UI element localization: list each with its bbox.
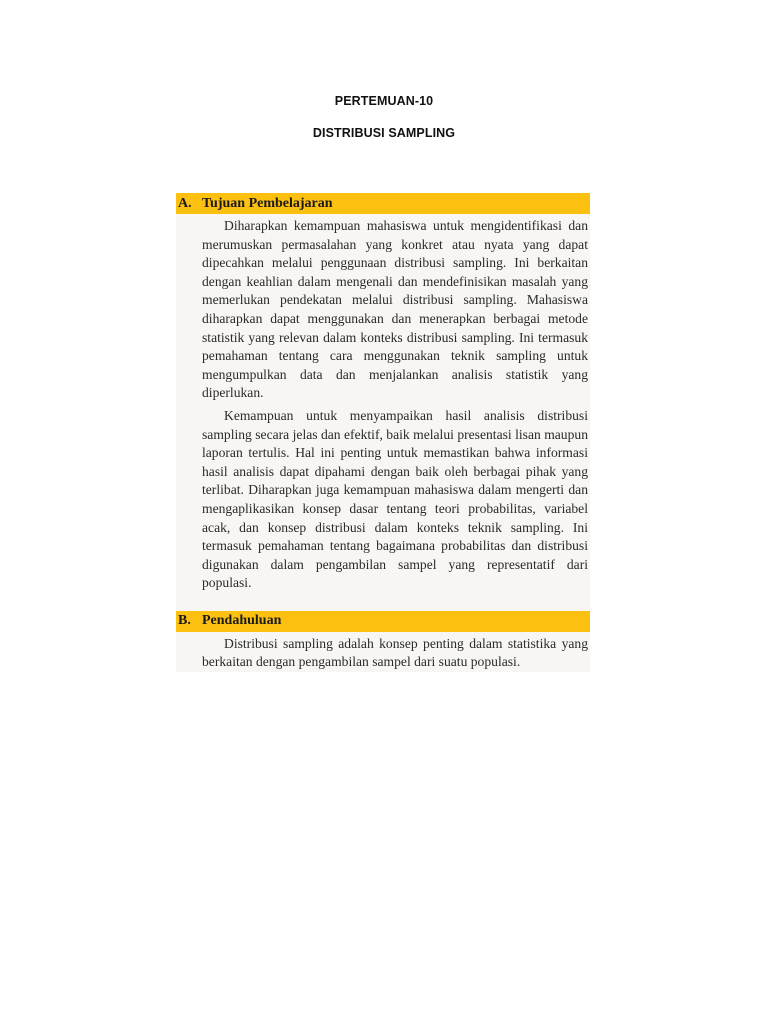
section-letter: A.	[178, 195, 192, 211]
section-body	[176, 632, 590, 672]
document-excerpt	[176, 193, 590, 672]
section-title: Pendahuluan	[202, 613, 282, 629]
section-heading	[176, 611, 590, 632]
section-pendahuluan	[176, 611, 590, 672]
section-tujuan-pembelajaran	[176, 193, 590, 599]
section-body	[176, 214, 590, 599]
section-letter: B.	[178, 613, 191, 629]
paragraph: Kemampuan untuk menyampaikan hasil analisis distribusi sampling secara jelas dan efektif, baik melalui presentasi lisan maupun laporan tertulis. Hal ini penting untuk memastikan bahwa informasi hasil analisis dapat dipahami dengan baik oleh berbagai pihak yang terlibat. Diharapkan juga kemampuan mahasiswa dalam mengerti dan mengaplikasikan konsep dasar tentang teori probabilitas, variabel acak, dan konsep distribusi dalam konteks teknik sampling. Ini termasuk pemahaman tentang bagaimana probabilitas dan distribusi digunakan dalam pengambilan sampel yang representatif dari populasi.	[202, 407, 588, 591]
section-heading	[176, 193, 590, 214]
meeting-title: PERTEMUAN-10	[334, 94, 434, 108]
paragraph: Diharapkan kemampuan mahasiswa untuk mengidentifikasi dan merumuskan permasalahan yang konkret atau nyata yang dapat dipecahkan melalui penggunaan distribusi sampling. Ini berkaitan dengan keahlian dalam mengenali dan mendefinisikan masalah yang memerlukan pendekatan melalui distribusi sampling. Mahasiswa diharapkan dapat menggunakan dan menerapkan berbagai metode statistik yang relevan dalam konteks distribusi sampling. Ini termasuk pemahaman tentang cara menggunakan teknik sampling untuk mengumpulkan data dan menjalankan analisis statistik yang diperlukan.	[202, 218, 588, 401]
paragraph: Distribusi sampling adalah konsep penting dalam statistika yang berkaitan dengan pengambilan sampel dari suatu populasi.	[202, 635, 588, 670]
topic-title: DISTRIBUSI SAMPLING	[312, 126, 456, 140]
section-title: Tujuan Pembelajaran	[202, 195, 333, 211]
